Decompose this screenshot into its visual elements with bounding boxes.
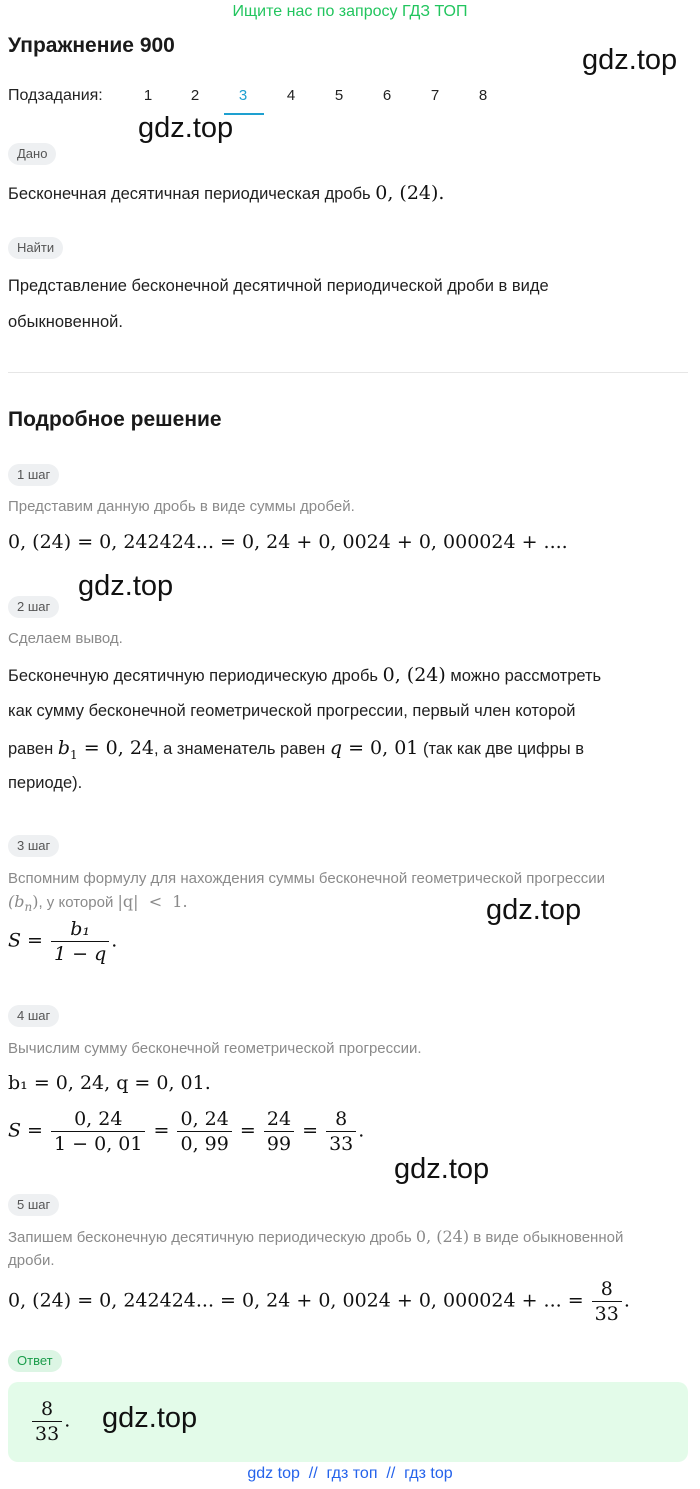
watermark: gdz.top [394,1153,490,1185]
given-text: Бесконечная десятичная периодическая дробь 0, (24). [8,182,445,204]
answer-badge: Ответ [8,1350,62,1372]
watermark: gdz.top [78,570,174,602]
step3-hint2: $(b_n)$, у которой |q| < 1. [8,892,188,915]
subtask-tab-4[interactable]: 4 [286,87,296,104]
watermark: gdz.top [138,112,234,144]
step5-hint: Запишем бесконечную десятичную периодическую дробь 0, (24) в виде обыкновенной [8,1227,624,1246]
find-text-line2: обыкновенной. [8,313,123,331]
top-banner: Ищите нас по запросу ГДЗ ТОП [232,3,468,20]
step5-badge: 5 шаг [8,1194,59,1216]
step5-formula: 0, (24) = 0, 242424... = 0, 24 + 0, 0024 + 0, 000024 + ... = $\frac{8}{33}$ . [8,1278,630,1325]
step4-line1: b₁ = 0, 24, q = 0, 01. [8,1072,211,1094]
step2-line2: как сумму бесконечной геометрической прогрессии, первый член которой [8,702,576,720]
step1-formula: 0, (24) = 0, 242424... = 0, 24 + 0, 0024 + 0, 000024 + .... [8,531,568,553]
page-title: Упражнение 900 [8,34,175,57]
subtask-tab-3[interactable]: 3 [238,87,248,104]
step5-hint2: дроби. [8,1252,55,1269]
step1-hint: Представим данную дробь в виде суммы дробей. [8,498,355,515]
step2-line4: периоде). [8,774,83,792]
subtask-tab-1[interactable]: 1 [143,87,153,104]
subtask-tab-2[interactable]: 2 [190,87,200,104]
watermark: gdz.top [102,1402,198,1434]
step3-formula: S = $\frac{\text{b₁}}{1 - q}$ . [8,918,118,965]
step3-badge: 3 шаг [8,835,59,857]
solution-title: Подробное решение [8,408,222,431]
subtask-tab-7[interactable]: 7 [430,87,440,104]
step2-hint: Сделаем вывод. [8,630,123,647]
step2-line3: равен $b_1 = 0$, 24, а знаменатель равен q = 0, 01 (так как две цифры в [8,737,584,762]
step2-badge: 2 шаг [8,596,59,618]
step4-badge: 4 шаг [8,1005,59,1027]
watermark: gdz.top [582,44,678,76]
divider [8,372,688,373]
step3-hint: Вспомним формулу для нахождения суммы бесконечной геометрической прогрессии [8,870,605,887]
answer-value: $\frac{8}{33}$ . [30,1398,70,1445]
step1-badge: 1 шаг [8,464,59,486]
subtasks-label: Подзадания: [8,87,103,104]
find-badge: Найти [8,237,63,259]
find-text-line1: Представление бесконечной десятичной периодической дроби в виде [8,277,549,295]
watermark: gdz.top [486,894,582,926]
subtask-tab-5[interactable]: 5 [334,87,344,104]
given-badge: Дано [8,143,56,165]
subtask-tab-6[interactable]: 6 [382,87,392,104]
step4-hint: Вычислим сумму бесконечной геометрической прогрессии. [8,1040,422,1057]
footer-links[interactable]: gdz top // гдз топ // гдз top [247,1465,453,1482]
step2-line1: Бесконечную десятичную периодическую дробь 0, (24) можно рассмотреть [8,664,602,686]
step4-formula: S = $\frac{0, 24}{1 - 0, 01}$ = $\frac{0, 24}{0, 99}$ = $\frac{24}{99}$ = $\frac{8}{33}$ . [8,1108,365,1155]
subtask-tab-8[interactable]: 8 [478,87,488,104]
